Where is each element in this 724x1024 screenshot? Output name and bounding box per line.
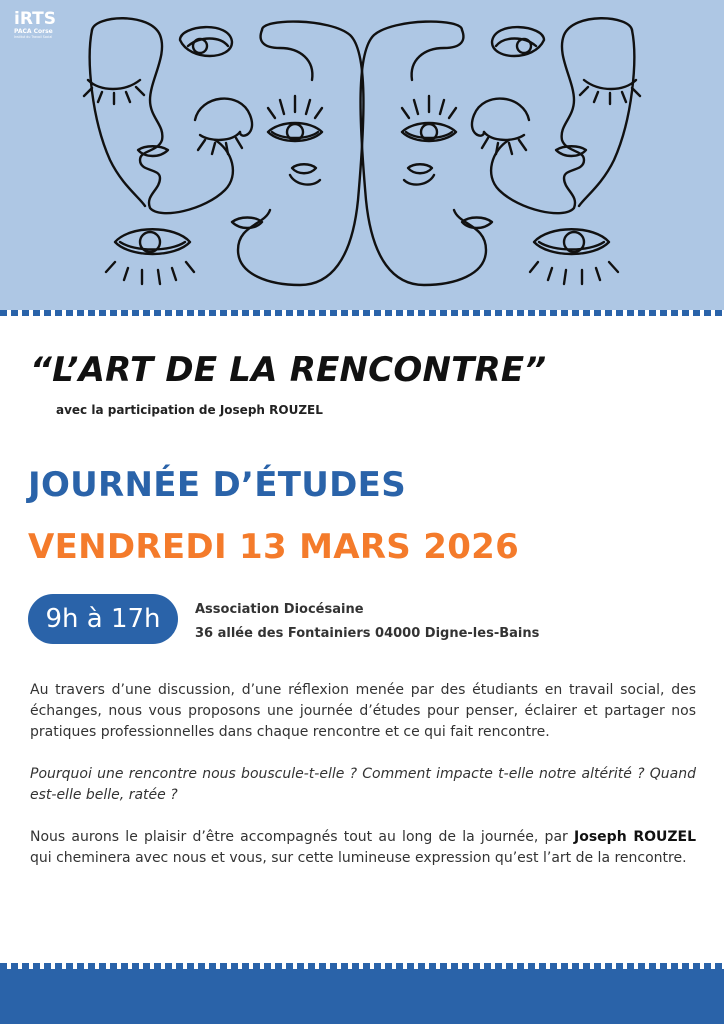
footer-band <box>0 969 724 1024</box>
description-paragraph-2: Pourquoi une rencontre nous bouscule-t-elle ? Comment impacte t-elle notre altérité ? Quand est-elle belle, ratée ? <box>30 766 696 803</box>
venue-address: 36 allée des Fontainiers 04000 Digne-les-Bains <box>195 626 540 641</box>
irts-logo <box>14 11 74 39</box>
event-date-heading: VENDREDI 13 MARS 2026 <box>28 527 520 567</box>
page-subtitle: avec la participation de Joseph ROUZEL <box>56 403 323 417</box>
description <box>30 680 696 890</box>
event-type-heading: JOURNÉE D’ÉTUDES <box>28 465 406 505</box>
event-venue <box>195 598 539 646</box>
page-title: “L’ART DE LA RENCONTRE” <box>30 350 547 390</box>
logo-tagline: Institut du Travail Social <box>14 35 53 39</box>
paragraph-3-intro: Nous aurons le plaisir d’être accompagnés tout au long de la journée, par <box>30 829 575 845</box>
logo-sub-text: PACA Corse <box>14 28 53 35</box>
right-faces-drawing <box>361 18 640 285</box>
description-paragraph-3 <box>30 827 696 869</box>
checker-border-top <box>0 310 724 316</box>
hero-banner <box>0 0 724 312</box>
logo-main-text: iRTS <box>14 9 56 29</box>
line-art-faces-illustration <box>0 0 724 312</box>
venue-name: Association Diocésaine <box>195 602 364 617</box>
event-time-text: 9h à 17h <box>45 604 161 634</box>
event-time-badge <box>28 594 178 644</box>
speaker-name: Joseph ROUZEL <box>574 829 696 845</box>
left-faces-drawing <box>84 18 363 285</box>
description-paragraph-1: Au travers d’une discussion, d’une réflexion menée par des étudiants en travail social, des échanges, nous vous proposons une journée d’études pour penser, éclairer et partager nos pratiques professionnelles dans chaque rencontre et ce qui fait rencontre. <box>30 682 696 740</box>
paragraph-3-outro: qui cheminera avec nous et vous, sur cette lumineuse expression qu’est l’art de la rencontre. <box>30 850 687 866</box>
